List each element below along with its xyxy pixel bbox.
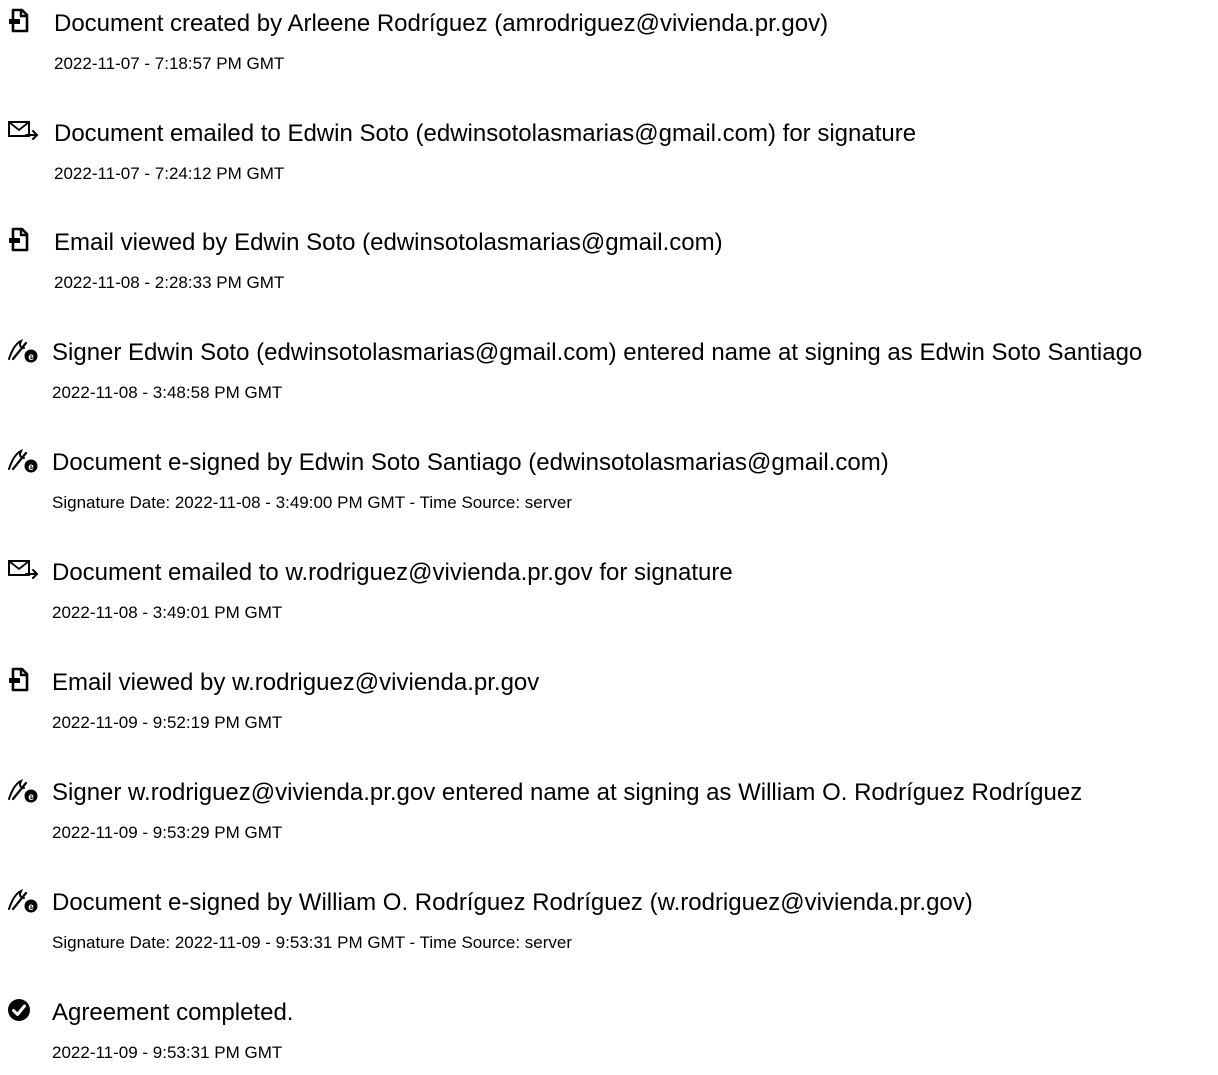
audit-event [0,6,1218,86]
email-sent-icon [4,116,44,148]
event-timestamp: 2022-11-08 - 3:48:58 PM GMT [52,383,283,402]
esign-pen-icon [4,885,44,917]
document-icon [4,225,44,257]
audit-event [0,885,1218,965]
event-title: Signer w.rodriguez@vivienda.pr.gov entered name at signing as William O. Rodríguez Rodríguez [52,779,1083,806]
event-signature-date: Signature Date: 2022-11-09 - 9:53:31 PM GMT - Time Source: server [52,933,572,952]
event-title: Document e-signed by Edwin Soto Santiago (edwinsotolasmarias@gmail.com) [52,449,889,476]
document-icon [4,6,44,38]
svg-text:e: e [28,462,34,473]
event-timestamp: 2022-11-07 - 7:24:12 PM GMT [54,164,285,183]
event-title: Email viewed by w.rodriguez@vivienda.pr.gov [52,669,540,696]
event-timestamp: 2022-11-07 - 7:18:57 PM GMT [54,54,285,73]
event-timestamp: 2022-11-08 - 2:28:33 PM GMT [54,273,285,292]
event-title: Signer Edwin Soto (edwinsotolasmarias@gmail.com) entered name at signing as Edwin Soto Santiago [52,339,1143,366]
email-sent-icon [4,555,44,587]
event-timestamp: 2022-11-09 - 9:53:29 PM GMT [52,823,283,842]
event-timestamp: 2022-11-09 - 9:53:31 PM GMT [52,1043,283,1062]
audit-event [0,775,1218,855]
event-title: Document emailed to Edwin Soto (edwinsotolasmarias@gmail.com) for signature [54,120,917,147]
audit-event [0,665,1218,745]
document-icon [4,665,44,697]
esign-pen-icon [4,775,44,807]
audit-event [0,445,1218,525]
event-title: Email viewed by Edwin Soto (edwinsotolasmarias@gmail.com) [54,229,723,256]
esign-pen-icon [4,335,44,367]
esign-pen-icon [4,445,44,477]
svg-text:e: e [28,792,34,803]
event-signature-date: Signature Date: 2022-11-08 - 3:49:00 PM GMT - Time Source: server [52,493,572,512]
event-timestamp: 2022-11-09 - 9:52:19 PM GMT [52,713,283,732]
audit-event [0,225,1218,305]
audit-event [0,116,1218,196]
svg-text:e: e [28,352,34,363]
event-title: Agreement completed. [52,999,294,1026]
audit-event [0,995,1218,1075]
event-title: Document emailed to w.rodriguez@vivienda.pr.gov for signature [52,559,733,586]
event-timestamp: 2022-11-08 - 3:49:01 PM GMT [52,603,283,622]
svg-text:e: e [28,902,34,913]
event-title: Document e-signed by William O. Rodríguez Rodríguez (w.rodriguez@vivienda.pr.gov) [52,889,973,916]
audit-event [0,335,1218,415]
event-title: Document created by Arleene Rodríguez (amrodriguez@vivienda.pr.gov) [54,10,829,37]
audit-event [0,555,1218,635]
checkmark-circle-icon [4,995,44,1027]
